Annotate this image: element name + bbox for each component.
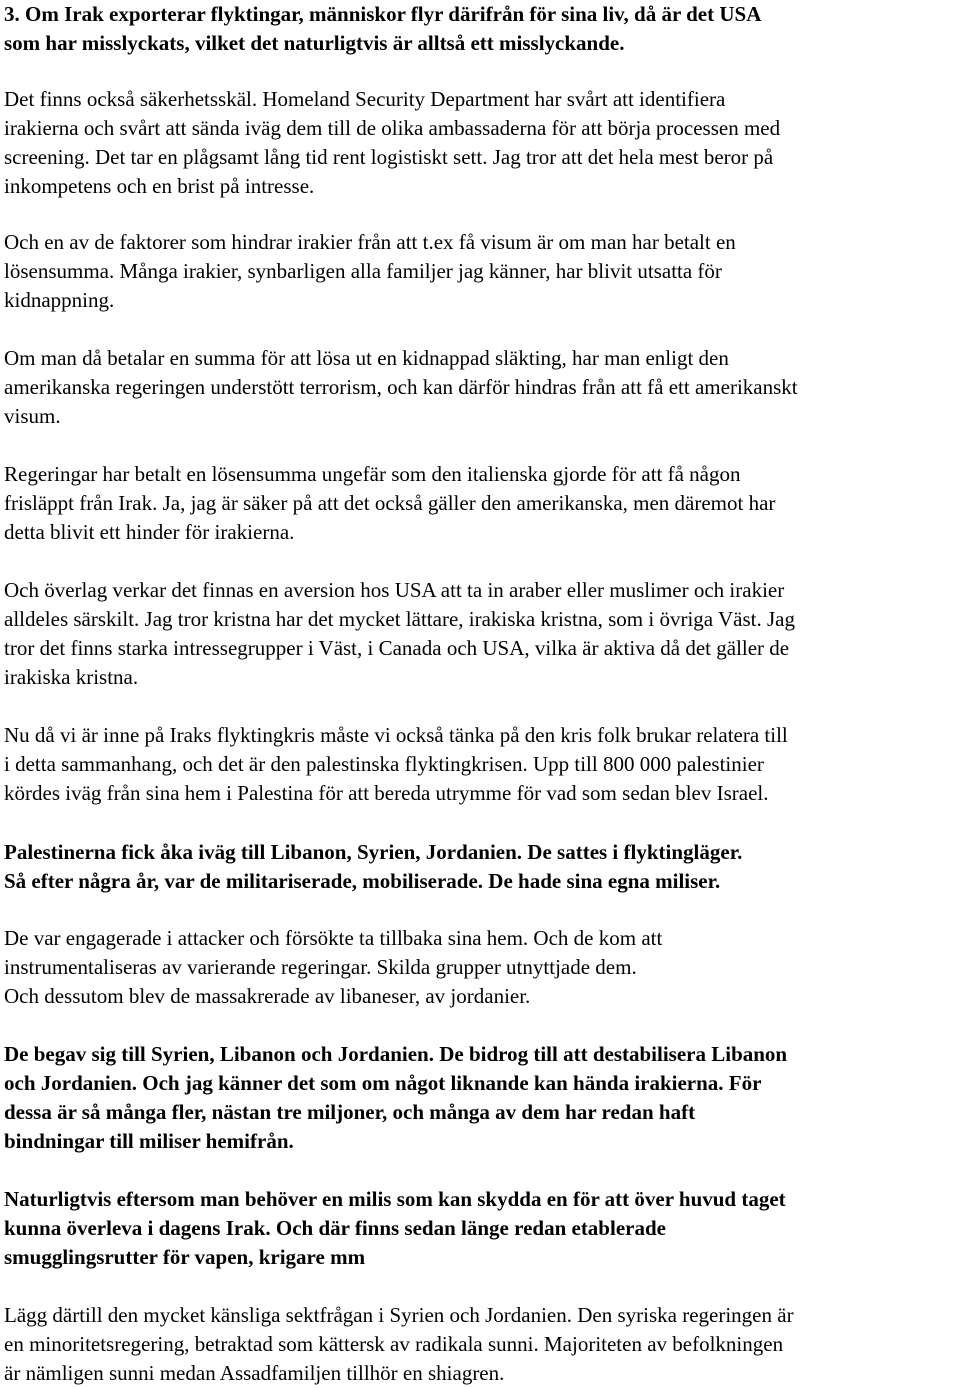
text-line: och Jordanien. Och jag känner det som om något liknande kan hända irakierna. För bbox=[4, 1071, 762, 1095]
text-line: en minoritetsregering, betraktad som kättersk av radikala sunni. Majoriteten av befolkningen bbox=[4, 1332, 784, 1356]
text-line: frisläppt från Irak. Ja, jag är säker på att det också gäller den amerikanska, men däremot har bbox=[4, 491, 776, 515]
text-line: Om man då betalar en summa för att lösa ut en kidnappad släkting, har man enligt den bbox=[4, 346, 729, 370]
text-line: är nämligen sunni medan Assadfamiljen tillhör en shiagren. bbox=[4, 1361, 505, 1385]
text-line: Regeringar har betalt en lösensumma ungefär som den italienska gjorde för att få någon bbox=[4, 462, 741, 486]
text-line: De var engagerade i attacker och försökte ta tillbaka sina hem. Och de kom att bbox=[4, 926, 663, 950]
text-line: smugglingsrutter för vapen, krigare mm bbox=[4, 1245, 366, 1269]
text-line: alldeles särskilt. Jag tror kristna har det mycket lättare, irakiska kristna, som i övriga Väst. Jag bbox=[4, 607, 795, 631]
text-line: Och dessutom blev de massakrerade av libaneser, av jordanier. bbox=[4, 984, 531, 1008]
text-line: tror det finns starka intressegrupper i Väst, i Canada och USA, vilka är aktiva då det gäller de bbox=[4, 636, 790, 660]
text-line: irakiska kristna. bbox=[4, 665, 139, 689]
text-line: instrumentaliseras av varierande regeringar. Skilda grupper utnyttjade dem. bbox=[4, 955, 637, 979]
text-line: Det finns också säkerhetsskäl. Homeland Security Department har svårt att identifiera bbox=[4, 87, 726, 111]
text-line: Och överlag verkar det finnas en aversion hos USA att ta in araber eller muslimer och irakier bbox=[4, 578, 785, 602]
text-line: som har misslyckats, vilket det naturligtvis är alltså ett misslyckande. bbox=[4, 31, 625, 55]
text-line: i detta sammanhang, och det är den palestinska flyktingkrisen. Upp till 800 000 palestinier bbox=[4, 752, 764, 776]
text-line: De begav sig till Syrien, Libanon och Jordanien. De bidrog till att destabilisera Libanon bbox=[4, 1042, 788, 1066]
text-line: kidnappning. bbox=[4, 288, 115, 312]
text-line: screening. Det tar en plågsamt lång tid rent logistiskt sett. Jag tror att det hela mest beror på bbox=[4, 145, 774, 169]
text-line: Och en av de faktorer som hindrar irakier från att t.ex få visum är om man har betalt en bbox=[4, 230, 736, 254]
text-line: Nu då vi är inne på Iraks flyktingkris måste vi också tänka på den kris folk brukar relatera till bbox=[4, 723, 788, 747]
text-line: Lägg därtill den mycket känsliga sektfrågan i Syrien och Jordanien. Den syriska regeringen är bbox=[4, 1303, 794, 1327]
text-line: irakierna och svårt att sända iväg dem till de olika ambassaderna för att börja processen med bbox=[4, 116, 781, 140]
text-line: amerikanska regeringen understött terrorism, och kan därför hindras från att få ett amerikanskt bbox=[4, 375, 798, 399]
text-line: lösensumma. Många irakier, synbarligen alla familjer jag känner, har blivit utsatta för bbox=[4, 259, 722, 283]
text-line: visum. bbox=[4, 404, 61, 428]
text-line: kördes iväg från sina hem i Palestina för att bereda utrymme för vad som sedan blev Israel. bbox=[4, 781, 769, 805]
text-line: Naturligtvis eftersom man behöver en milis som kan skydda en för att över huvud taget bbox=[4, 1187, 786, 1211]
text-line: inkompetens och en brist på intresse. bbox=[4, 174, 315, 198]
text-line: 3. Om Irak exporterar flyktingar, människor flyr därifrån för sina liv, då är det USA bbox=[4, 2, 762, 26]
text-line: Palestinerna fick åka iväg till Libanon, Syrien, Jordanien. De sattes i flyktingläger. bbox=[4, 840, 743, 864]
text-line: Så efter några år, var de militariserade, mobiliserade. De hade sina egna miliser. bbox=[4, 869, 721, 893]
text-line: bindningar till miliser hemifrån. bbox=[4, 1129, 294, 1153]
text-line: detta blivit ett hinder för irakierna. bbox=[4, 520, 295, 544]
text-line: dessa är så många fler, nästan tre miljoner, och många av dem har redan haft bbox=[4, 1100, 696, 1124]
text-line: kunna överleva i dagens Irak. Och där finns sedan länge redan etablerade bbox=[4, 1216, 666, 1240]
